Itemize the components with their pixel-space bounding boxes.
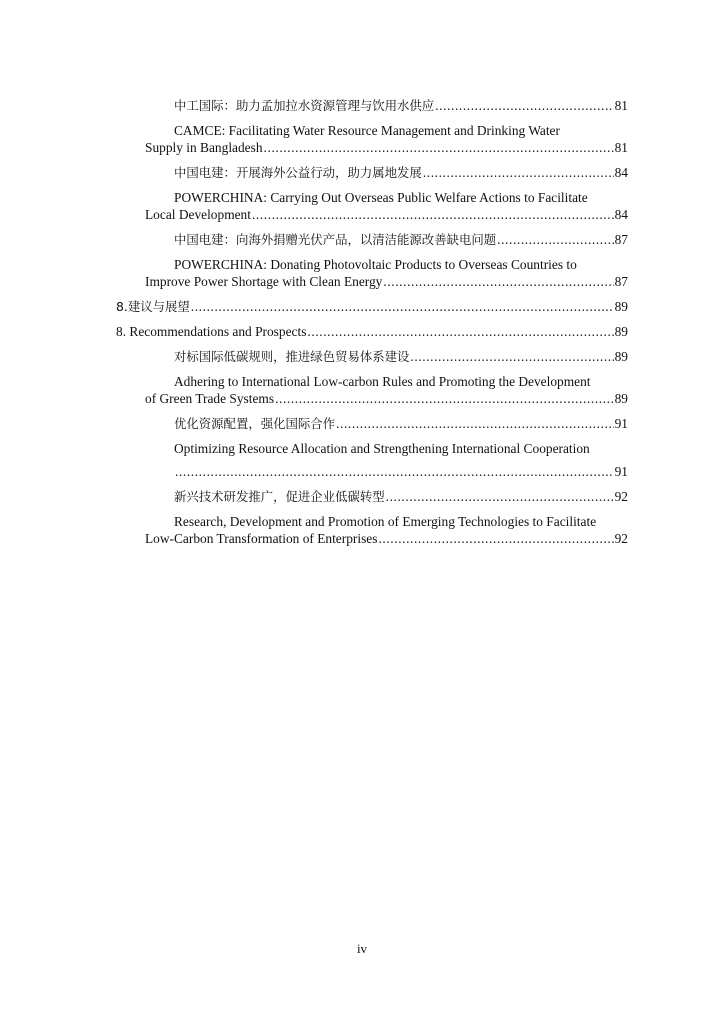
- toc-section-entry[interactable]: [116, 323, 628, 340]
- toc-page-number: 92: [614, 531, 628, 546]
- toc-page-number: 91: [614, 416, 628, 431]
- toc-entry[interactable]: [116, 256, 628, 290]
- toc-entry-title-line1: CAMCE: Facilitating Water Resource Management and Drinking Water: [174, 123, 560, 138]
- toc-entry-title-line1: Optimizing Resource Allocation and Strengthening International Cooperation: [174, 441, 590, 456]
- toc-page-number: 89: [614, 324, 628, 339]
- toc-entry[interactable]: [116, 348, 628, 365]
- toc-page-number: 81: [614, 140, 628, 155]
- table-of-contents: [116, 97, 628, 555]
- toc-entry[interactable]: [116, 122, 628, 156]
- toc-leader-dots: [336, 415, 614, 432]
- toc-page-number: 84: [614, 165, 628, 180]
- toc-entry-title: 对标国际低碳规则，推进绿色贸易体系建设: [174, 349, 410, 364]
- toc-entry-title: 中工国际：助力孟加拉水资源管理与饮用水供应: [174, 98, 435, 113]
- toc-entry[interactable]: [116, 164, 628, 181]
- toc-page-number: 89: [614, 299, 628, 314]
- toc-entry-title: 中国电建：开展海外公益行动，助力属地发展: [174, 165, 422, 180]
- toc-entry[interactable]: [116, 189, 628, 223]
- toc-entry-title: 中国电建：向海外捐赠光伏产品，以清洁能源改善缺电问题: [174, 232, 497, 247]
- toc-page-number: 87: [614, 232, 628, 247]
- toc-leader-dots: [264, 139, 614, 156]
- toc-entry-title-line1: POWERCHINA: Carrying Out Overseas Public Welfare Actions to Facilitate: [174, 190, 588, 205]
- toc-section-title: 8. Recommendations and Prospects: [116, 324, 307, 339]
- toc-entry-title-line2: Local Development: [145, 207, 251, 222]
- toc-section-entry[interactable]: [116, 298, 628, 315]
- page-footer-number: iv: [356, 941, 368, 956]
- toc-leader-dots: [410, 348, 613, 365]
- toc-leader-dots: [497, 231, 613, 248]
- toc-entry-title: 优化资源配置，强化国际合作: [174, 416, 336, 431]
- toc-page-number: 92: [614, 489, 628, 504]
- toc-leader-dots: [191, 298, 614, 315]
- toc-entry[interactable]: [116, 513, 628, 547]
- toc-entry-title: 新兴技术研发推广，促进企业低碳转型: [174, 489, 385, 504]
- toc-leader-dots: [383, 273, 613, 290]
- toc-entry-title-line1: Research, Development and Promotion of Emerging Technologies to Facilitate: [174, 514, 597, 529]
- toc-entry-title-line1: Adhering to International Low-carbon Rules and Promoting the Development: [174, 374, 591, 389]
- toc-page-number: 81: [614, 98, 628, 113]
- toc-leader-dots: [423, 164, 614, 181]
- toc-leader-dots: [175, 463, 614, 480]
- toc-page-number: 89: [614, 349, 628, 364]
- toc-page-number: 84: [614, 207, 628, 222]
- toc-leader-dots: [252, 206, 614, 223]
- toc-entry[interactable]: [116, 97, 628, 114]
- toc-entry-title-line2: Supply in Bangladesh: [145, 140, 263, 155]
- toc-page-number: 89: [614, 391, 628, 406]
- toc-entry[interactable]: [116, 415, 628, 432]
- toc-leader-dots: [307, 323, 613, 340]
- toc-page-number: 87: [614, 274, 628, 289]
- toc-page-number: 91: [614, 464, 628, 479]
- toc-entry[interactable]: [116, 373, 628, 407]
- toc-leader-dots: [435, 97, 613, 114]
- toc-entry-title-line2: of Green Trade Systems: [145, 391, 275, 406]
- toc-leader-dots: [275, 390, 614, 407]
- toc-leader-dots: [378, 530, 613, 547]
- toc-entry[interactable]: [116, 440, 628, 480]
- toc-entry-title-line2: Low-Carbon Transformation of Enterprises: [145, 531, 378, 546]
- toc-entry-title-line1: POWERCHINA: Donating Photovoltaic Products to Overseas Countries to: [174, 257, 577, 272]
- toc-entry[interactable]: [116, 231, 628, 248]
- toc-entry-title-line2: Improve Power Shortage with Clean Energy: [145, 274, 383, 289]
- toc-section-title: 8.建议与展望: [116, 299, 190, 314]
- toc-entry[interactable]: [116, 488, 628, 505]
- toc-leader-dots: [386, 488, 614, 505]
